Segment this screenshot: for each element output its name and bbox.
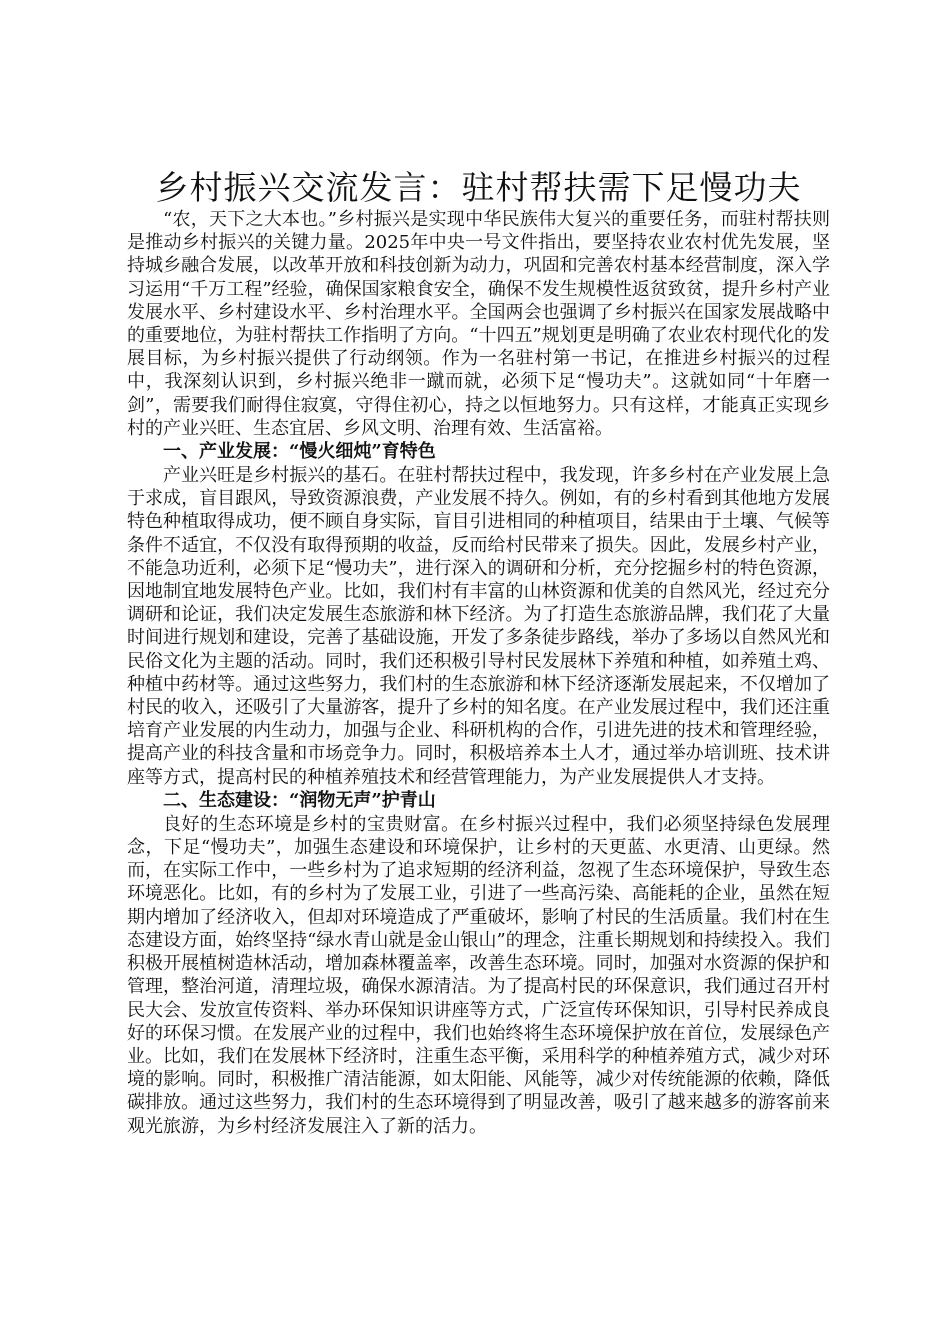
section-heading-ecology: 二、生态建设：“润物无声”护青山: [163, 789, 436, 811]
document-page: [127, 168, 830, 1138]
section-body-ecology: 良好的生态环境是乡村的宝贵财富。在乡村振兴过程中，我们必须坚持绿色发展理念，下足“慢功夫”，加强生态建设和环境保护，让乡村的天更蓝、水更清、山更绿。然而，在实际工作中，一些乡村为了追求短期的经济利益，忽视了生态环境保护，导致生态环境恶化。比如，有的乡村为了发展工业，引进了一些高污染、高能耗的企业，虽然在短期内增加了经济收入，但却对环境造成了严重破坏，影响了村民的生活质量。我们村在生态建设方面，始终坚持“绿水青山就是金山银山”的理念，注重长期规划和持续投入。我们积极开展植树造林活动，增加森林覆盖率，改善生态环境。同时，加强对水资源的保护和管理，整治河道，清理垃圾，确保水源清洁。为了提高村民的环保意识，我们通过召开村民大会、发放宣传资料、举办环保知识讲座等方式，广泛宣传环保知识，引导村民养成良好的环保习惯。在发展产业的过程中，我们也始终将生态环境保护放在首位，发展绿色产业。比如，我们在发展林下经济时，注重生态平衡，采用科学的种植养殖方式，减少对环境的影响。同时，积极推广清洁能源，如太阳能、风能等，减少对传统能源的依赖，降低碳排放。通过这些努力，我们村的生态环境得到了明显改善，吸引了越来越多的游客前来观光旅游，为乡村经济发展注入了新的活力。: [127, 813, 830, 1137]
intro-paragraph: “农，天下之大本也。”乡村振兴是实现中华民族伟大复兴的重要任务，而驻村帮扶则是推动乡村振兴的关键力量。2025年中央一号文件指出，要坚持农业农村优先发展，坚持城乡融合发展，以改革开放和科技创新为动力，巩固和完善农村基本经营制度，深入学习运用“千万工程”经验，确保国家粮食安全，确保不发生规模性返贫致贫，提升乡村产业发展水平、乡村建设水平、乡村治理水平。全国两会也强调了乡村振兴在国家发展战略中的重要地位，为驻村帮扶工作指明了方向。“十四五”规划更是明确了农业农村现代化的发展目标，为乡村振兴提供了行动纲领。作为一名驻村第一书记，在推进乡村振兴的过程中，我深刻认识到，乡村振兴绝非一蹴而就，必须下足“慢功夫”。这就如同“十年磨一剑”，需要我们耐得住寂寞，守得住初心，持之以恒地努力。只有这样，才能真正实现乡村的产业兴旺、生态宜居、乡风文明、治理有效、生活富裕。: [127, 209, 830, 439]
document-title: 乡村振兴交流发言：驻村帮扶需下足慢功夫: [155, 168, 802, 207]
section-heading-industry: 一、产业发展：“慢火细炖”育特色: [163, 441, 436, 463]
section-body-industry: 产业兴旺是乡村振兴的基石。在驻村帮扶过程中，我发现，许多乡村在产业发展上急于求成，盲目跟风，导致资源浪费，产业发展不持久。例如，有的乡村看到其他地方发展特色种植取得成功，便不顾自身实际，盲目引进相同的种植项目，结果由于土壤、气候等条件不适宜，不仅没有取得预期的收益，反而给村民带来了损失。因此，发展乡村产业，不能急功近利，必须下足“慢功夫”，进行深入的调研和分析，充分挖掘乡村的特色资源，因地制宜地发展特色产业。比如，我们村有丰富的山林资源和优美的自然风光，经过充分调研和论证，我们决定发展生态旅游和林下经济。为了打造生态旅游品牌，我们花了大量时间进行规划和建设，完善了基础设施，开发了多条徒步路线，举办了多场以自然风光和民俗文化为主题的活动。同时，我们还积极引导村民发展林下养殖和种植，如养殖土鸡、种植中药材等。通过这些努力，我们村的生态旅游和林下经济逐渐发展起来，不仅增加了村民的收入，还吸引了大量游客，提升了乡村的知名度。在产业发展过程中，我们还注重培育产业发展的内生动力，加强与企业、科研机构的合作，引进先进的技术和管理经验，提高产业的科技含量和市场竞争力。同时，积极培养本土人才，通过举办培训班、技术讲座等方式，提高村民的种植养殖技术和经营管理能力，为产业发展提供人才支持。: [127, 465, 830, 788]
